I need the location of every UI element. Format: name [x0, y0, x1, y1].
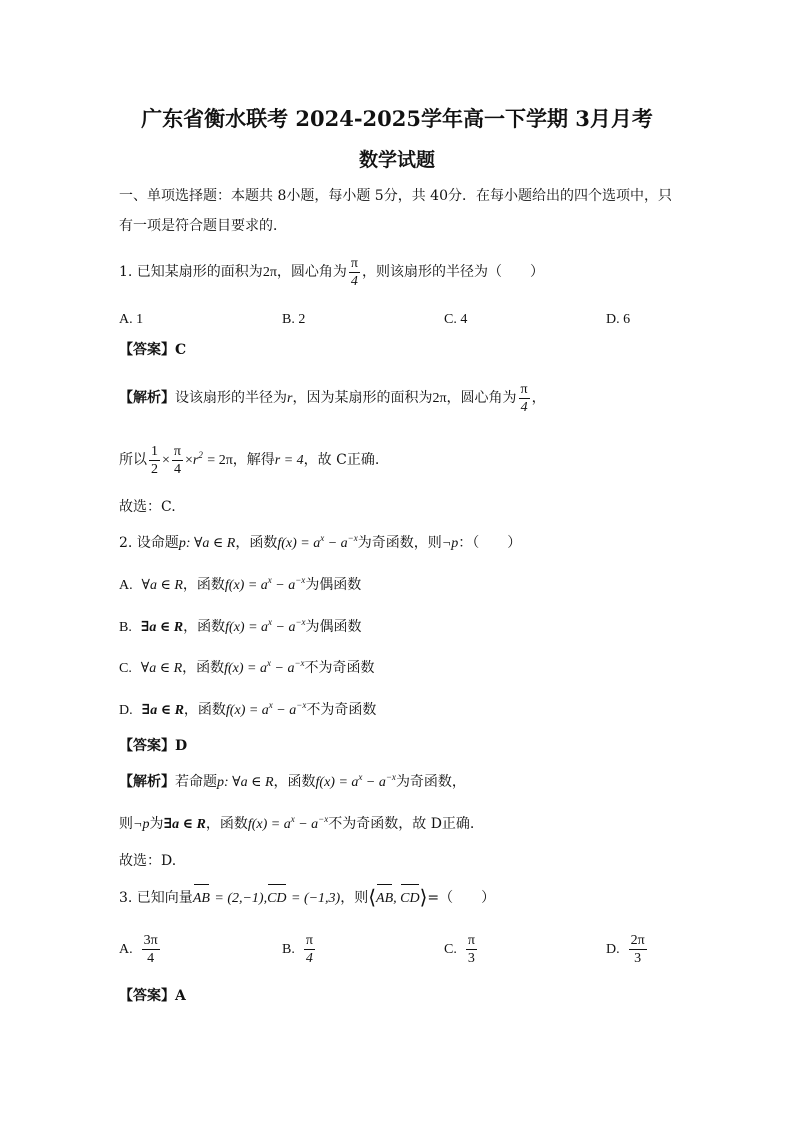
vector-ab: AB	[193, 886, 210, 912]
q3-option-b: B. $\frac{\pi}{4}$	[282, 933, 313, 967]
q1-analysis: 【解析】设该扇形的半径为r，因为某扇形的面积为2π，圆心角为 $\frac{\pi}{4}$ ，	[119, 381, 546, 415]
vector-cd: CD	[267, 886, 286, 912]
q1-stem: 1. 已知某扇形的面积为2π，圆心角为 $\frac{\pi}{4}$ ，则该扇形的半径为（ ）	[119, 255, 544, 289]
q3-answer: 【答案】A	[119, 988, 186, 1004]
q2-option-c: C. ∀a ∈ R，函数$f(x) = a^x - a^{-x}$不为奇函数	[119, 658, 375, 676]
q2-choose: 故选：D.	[119, 853, 177, 869]
q2-stem: 2. 设命题p: ∀a ∈ R，函数$f(x) = a^x - a^{-x}$为奇函数，则¬p：（ ）	[119, 533, 522, 551]
q1-option-a: A. 1	[119, 312, 144, 327]
q2-answer: 【答案】D	[119, 738, 188, 754]
q3-option-c: C. $\frac{\pi}{3}$	[444, 933, 475, 967]
section-heading-line2: 有一项是符合题目要求的．	[119, 218, 287, 234]
q2-option-b: B. ∃a ∈ R，函数$f(x) = a^x - a^{-x}$为偶函数	[119, 617, 362, 635]
q2-analysis: 【解析】若命题p: ∀a ∈ R，函数$f(x) = a^x - a^{-x}$为奇函数，	[119, 772, 466, 790]
q3-option-d: D. $\frac{2\pi}{3}$	[606, 933, 645, 967]
q1-option-b: B. 2	[282, 312, 306, 327]
q2-option-d: D. ∃a ∈ R，函数$f(x) = a^x - a^{-x}$不为奇函数	[119, 700, 377, 718]
q1-angle-fraction: $\frac{\pi}{4}$	[350, 255, 358, 289]
page-subtitle: 数学试题	[358, 149, 435, 171]
q3-stem: 3. 已知向量AB = (2,−1),CD = (−1,3)，则⟨AB, CD⟩=（ ）	[119, 884, 495, 910]
q1-option-d: D. 6	[606, 312, 631, 327]
q2-analysis-conclusion: 则¬p为∃a ∈ R，函数$f(x) = a^x - a^{-x}$不为奇函数，故 D正确.	[119, 814, 475, 832]
section-heading-line1: 一、单项选择题：本题共 8小题，每小题 5分，共 40分．在每小题给出的四个选项中，只	[119, 188, 672, 204]
q1-solution: 所以 $\frac{1}{2}$ × $\frac{\pi}{4}$ $\times r^2 = 2\pi$，解得r = 4，故 C正确.	[119, 443, 380, 477]
page-title: 广东省衡水联考 2024-2025学年高一下学期 3月月考	[141, 106, 653, 131]
q3-option-a: A. $\frac{3\pi}{4}$	[119, 933, 158, 967]
q1-answer: 【答案】C	[119, 342, 187, 358]
q1-choose: 故选：C.	[119, 499, 176, 515]
q1-option-c: C. 4	[444, 312, 468, 327]
q2-option-a: A. ∀a ∈ R，函数$f(x) = a^x - a^{-x}$为偶函数	[119, 575, 362, 593]
